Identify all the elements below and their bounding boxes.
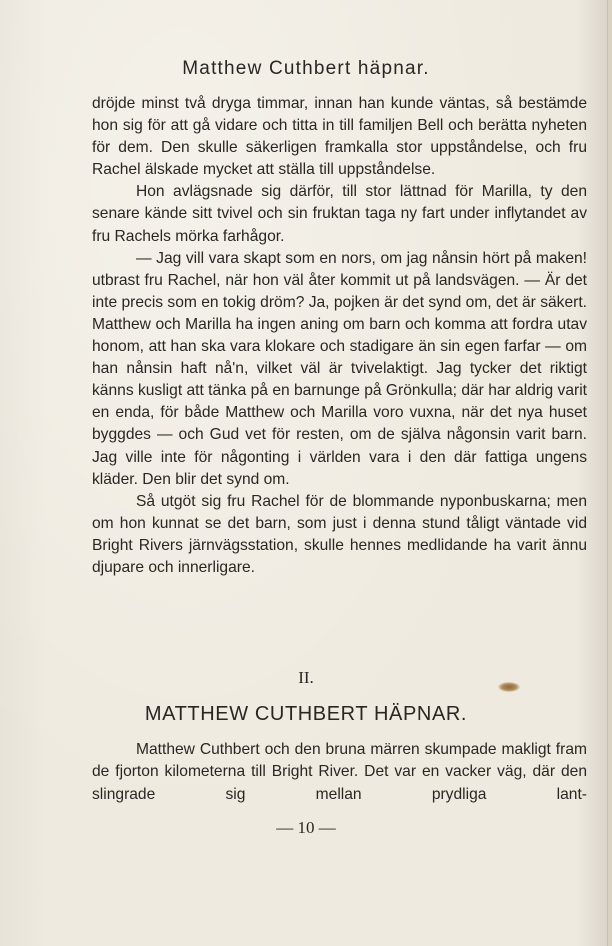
- chapter-text: [92, 739, 587, 806]
- page-edge: [607, 0, 612, 946]
- paragraph: Så utgöt sig fru Rachel för de blommande nyponbuskarna; men om hon kunnat se det barn, som just i denna stund tåligt väntade vid Bright Rivers järnvägsstation, skulle hennes medlidande ha varit ännu djupare och innerligare.: [92, 492, 587, 576]
- paragraph: dröjde minst två dryga timmar, innan han kunde väntas, så bestämde hon sig för att gå vidare och titta in till familjen Bell och berätta nyheten för dem. Den skulle säkerligen framkalla stor uppståndelse, och fru Rachel älskade mycket att ställa till uppståndelse.: [92, 95, 587, 179]
- chapter-title: MATTHEW CUTHBERT HÄPNAR.: [144, 703, 468, 725]
- paragraph: Hon avlägsnade sig därför, till stor lättnad för Marilla, ty den senare kände sitt tvivel och sin fruktan taga ny fart under inflytandet av fru Rachels mörka farhågor.: [92, 183, 587, 245]
- body-text: [92, 93, 587, 579]
- paper-stain: [498, 682, 520, 692]
- running-head: Matthew Cuthbert häpnar.: [182, 58, 430, 79]
- chapter-number: II.: [298, 668, 314, 687]
- paragraph: — Jag vill vara skapt som en nors, om jag nånsin hört på maken! utbrast fru Rachel, när hon väl åter kommit ut på landsvägen. — Är det inte precis som en tokig dröm? Ja, pojken är det synd om, det är säkert. Matthew och Marilla ha ingen aning om barn och komma att fordra utav honom, att han ska vara klokare och stadigare än sin egen farfar — om han nånsin haft nå'n, vilket väl är tvivelaktigt. Jag tycker det riktigt känns kusligt att tänka på en barnunge på Grönkulla; där har aldrig varit en enda, för både Matthew och Marilla voro vuxna, när det nya huset byggdes — och Gud vet för resten, om de själva någonsin varit barn. Jag ville inte för någonting i världen vara i den där fattiga ungens kläder. Den blir det synd om.: [92, 249, 587, 488]
- paragraph: Matthew Cuthbert och den bruna märren skumpade makligt fram de fjorton kilometerna till Bright River. Det var en vacker väg, där den slingrade sig mellan prydliga lant-: [92, 741, 587, 803]
- page-number: — 10 —: [276, 818, 336, 837]
